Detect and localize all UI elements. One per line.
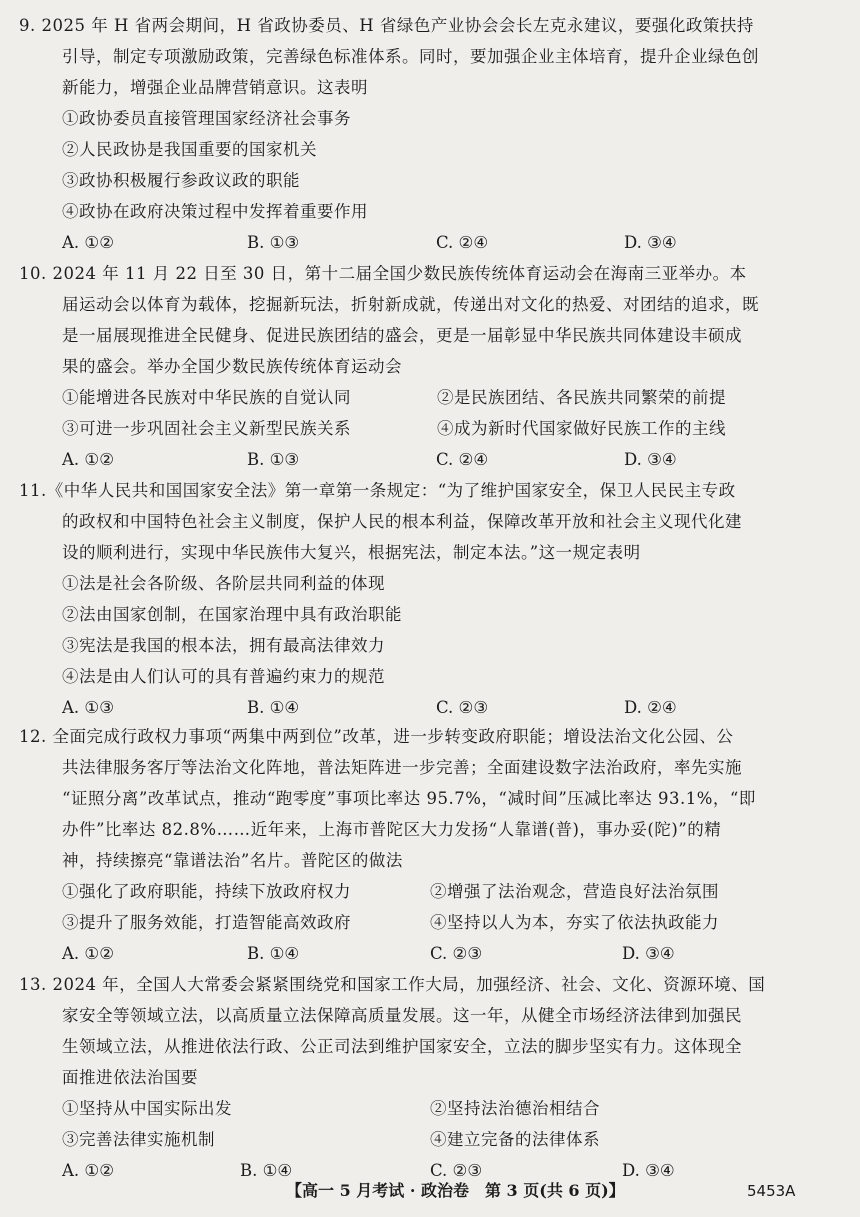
question-stem-line: 是一届展现推进全民健身、促进民族团结的盛会，更是一届彰显中华民族共同体建设丰硕成 [62,326,742,345]
option-c[interactable]: C. ②④ [436,233,489,252]
statement: ①政协委员直接管理国家经济社会事务 [62,109,351,128]
question-stem-line: 11.《中华人民共和国国家安全法》第一章第一条规定：“为了维护国家安全，保卫人民民主专政 [19,481,736,500]
option-a[interactable]: A. ①② [62,233,114,252]
question-stem-line: 家安全等领域立法，以高质量立法保障高质量发展。这一年，从健全市场经济法律到加强民 [62,1006,742,1025]
statement: ③可进一步巩固社会主义新型民族关系 [62,419,351,438]
option-a[interactable]: A. ①② [62,944,114,963]
question-stem-line: 办件”比率达 82.8%……近年来，上海市普陀区大力发扬“人靠谱(普)，事办妥(陀)”的精 [62,820,722,839]
option-d[interactable]: D. ③④ [622,944,675,963]
option-a[interactable]: A. ①② [62,1161,114,1180]
statement: ④法是由人们认可的具有普遍约束力的规范 [62,667,385,686]
option-b[interactable]: B. ①③ [247,450,300,469]
question-stem-line: 届运动会以体育为载体，挖掘新玩法，折射新成就，传递出对文化的热爱、对团结的追求，既 [62,295,759,314]
statement: ②法由国家创制，在国家治理中具有政治职能 [62,605,402,624]
option-d[interactable]: D. ③④ [624,233,677,252]
option-c[interactable]: C. ②③ [436,698,489,717]
option-d[interactable]: D. ③④ [622,1161,675,1180]
statement: ①强化了政府职能，持续下放政府权力 [62,882,351,901]
question-stem-line: 的政权和中国特色社会主义制度，保护人民的根本利益，保障改革开放和社会主义现代化建 [62,512,742,531]
statement: ④建立完备的法律体系 [430,1130,600,1149]
statement: ③政协积极履行参政议政的职能 [62,171,300,190]
statement: ②是民族团结、各民族共同繁荣的前提 [437,388,726,407]
question-stem-line: 神，持续擦亮“靠谱法治”名片。普陀区的做法 [62,851,403,870]
statement: ③提升了服务效能，打造智能高效政府 [62,913,351,932]
option-c[interactable]: C. ②③ [430,1161,483,1180]
statement: ③完善法律实施机制 [62,1130,215,1149]
question-stem-line: “证照分离”改革试点，推动“跑零度”事项比率达 95.7%，“减时间”压减比率达 93.1%，“即 [62,789,756,808]
question-stem-line: 共法律服务客厅等法治文化阵地，普法矩阵进一步完善；全面建设数字法治政府，率先实施 [62,758,742,777]
option-b[interactable]: B. ①④ [240,1161,293,1180]
question-stem-line: 面推进依法治国要 [62,1068,198,1087]
statement: ①能增进各民族对中华民族的自觉认同 [62,388,351,407]
footer-paper-code: 5453A [747,1182,796,1200]
question-stem-line: 生领域立法，从推进依法行政、公正司法到维护国家安全，立法的脚步坚实有力。这体现全 [62,1037,742,1056]
statement: ③宪法是我国的根本法，拥有最高法律效力 [62,636,385,655]
option-b[interactable]: B. ①④ [247,944,300,963]
statement: ②增强了法治观念，营造良好法治氛围 [430,882,719,901]
option-d[interactable]: D. ③④ [624,450,677,469]
question-stem-line: 新能力，增强企业品牌营销意识。这表明 [62,78,368,97]
question-stem-line: 10. 2024 年 11 月 22 日至 30 日，第十二届全国少数民族传统体育运动会在海南三亚举办。本 [19,264,747,283]
option-b[interactable]: B. ①③ [247,233,300,252]
option-c[interactable]: C. ②③ [430,944,483,963]
option-a[interactable]: A. ①② [62,450,114,469]
statement: ④坚持以人为本，夯实了依法执政能力 [430,913,719,932]
option-a[interactable]: A. ①③ [62,698,114,717]
question-stem-line: 果的盛会。举办全国少数民族传统体育运动会 [62,357,402,376]
statement: ①法是社会各阶级、各阶层共同利益的体现 [62,574,385,593]
question-stem-line: 9. 2025 年 H 省两会期间，H 省政协委员、H 省绿色产业协会会长左克永建议，要强化政策扶持 [19,16,754,35]
question-stem-line: 引导，制定专项激励政策，完善绿色标准体系。同时，要加强企业主体培育，提升企业绿色创 [62,47,759,66]
question-stem-line: 13. 2024 年，全国人大常委会紧紧围绕党和国家工作大局，加强经济、社会、文化、资源环境、国 [19,975,766,994]
option-d[interactable]: D. ②④ [624,698,677,717]
statement: ①坚持从中国实际出发 [62,1099,232,1118]
statement: ②人民政协是我国重要的国家机关 [62,140,317,159]
statement: ④政协在政府决策过程中发挥着重要作用 [62,202,368,221]
option-b[interactable]: B. ①④ [247,698,300,717]
statement: ②坚持法治德治相结合 [430,1099,600,1118]
question-stem-line: 设的顺利进行，实现中华民族伟大复兴，根据宪法，制定本法。”这一规定表明 [62,543,641,562]
question-stem-line: 12. 全面完成行政权力事项“两集中两到位”改革，进一步转变政府职能；增设法治文化公园、公 [19,727,734,746]
option-c[interactable]: C. ②④ [436,450,489,469]
footer-exam-info: 【高一 5 月考试 · 政治卷 第 3 页(共 6 页)】 [286,1181,625,1200]
statement: ④成为新时代国家做好民族工作的主线 [437,419,726,438]
